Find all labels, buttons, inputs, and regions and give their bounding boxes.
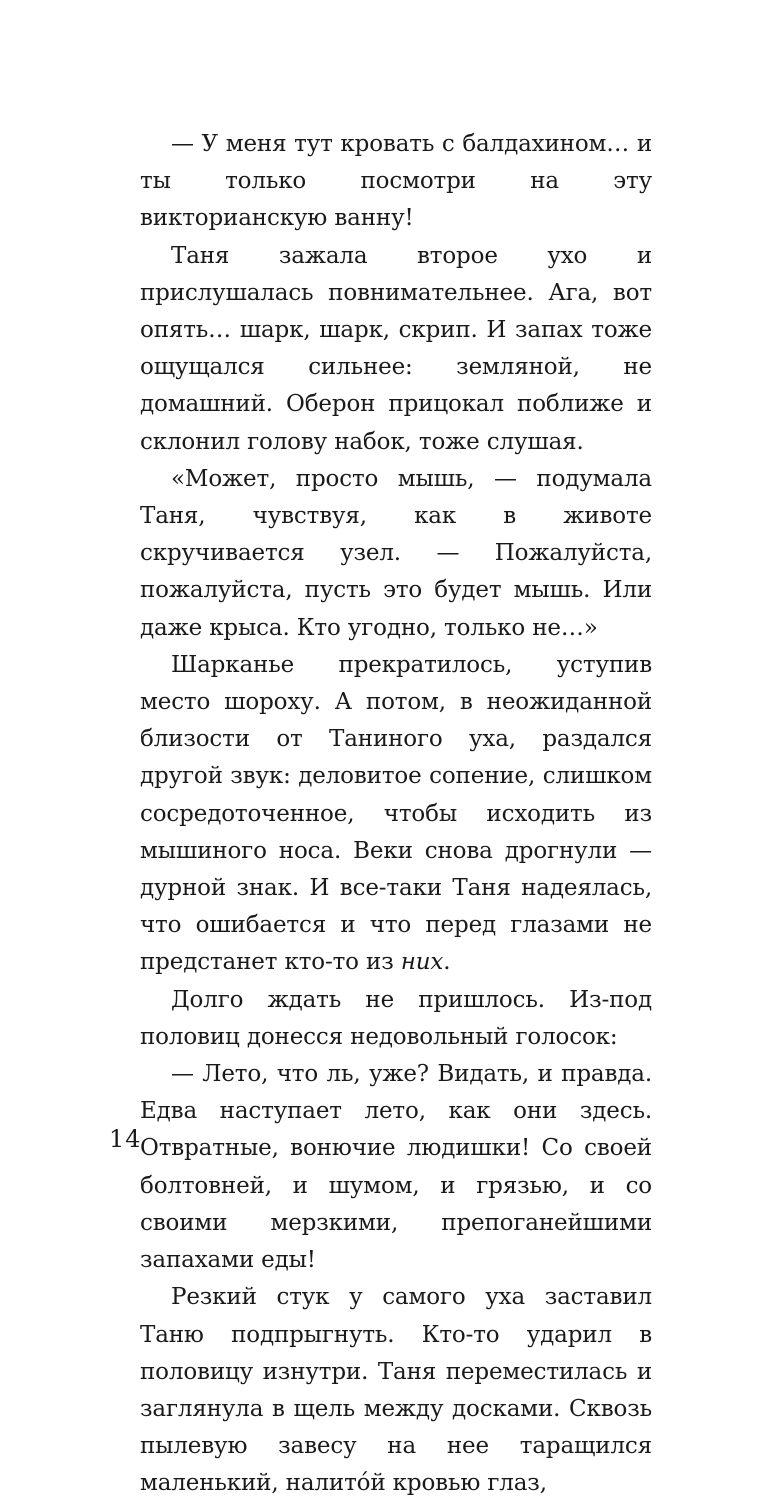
paragraph-4-text: Шарканье прекратилось, уступив место шороху. А потом, в неожиданной близости от Таниного уха, раздался другой звук: деловитое сопение, слишком сосредоточенное, чтобы исходить из мышиного носа. Веки снова дрогнули — дурной знак. И все-таки Таня надеялась, что ошибается и что перед глазами не предстанет кто-то из	[140, 651, 652, 976]
paragraph-4	[140, 647, 652, 982]
paragraph-1: — У меня тут кровать с балдахином… и ты только посмотри на эту викторианскую ванну!	[140, 131, 652, 232]
paragraph-3: «Может, просто мышь, — подумала Таня, чувствуя, как в животе скручивается узел. — Пожалуйста, пожалуйста, пусть это будет мышь. Или даже крыса. Кто угодно, только не…»	[140, 465, 652, 641]
page-body	[140, 126, 652, 1503]
paragraph-6: — Лето, что ль, уже? Видать, и правда. Едва наступает лето, как они здесь. Отвратные, вонючие людишки! Со своей болтовней, и шумом, и грязью, и со своими мерзкими, препоганейшими запахами еды!	[140, 1061, 652, 1274]
paragraph-4-emphasis: них	[400, 949, 444, 976]
paragraph-7: Резкий стук у самого уха заставил Таню подпрыгнуть. Кто-то ударил в половицу изнутри. Таня переместилась и заглянула в щель между досками. Сквозь пылевую завесу на нее таращился маленький, налитóй кровью глаз,	[140, 1284, 652, 1497]
page-number: 14	[109, 1125, 142, 1153]
paragraph-4-text-end: .	[443, 949, 451, 976]
paragraph-2: Таня зажала второе ухо и прислушалась повнимательнее. Ага, вот опять… шарк, шарк, скрип. И запах тоже ощущался сильнее: земляной, не домашний. Оберон прицокал поближе и склонил голову набок, тоже слушая.	[140, 242, 652, 455]
paragraph-5: Долго ждать не пришлось. Из-под половиц донесся недовольный голосок:	[140, 986, 652, 1050]
